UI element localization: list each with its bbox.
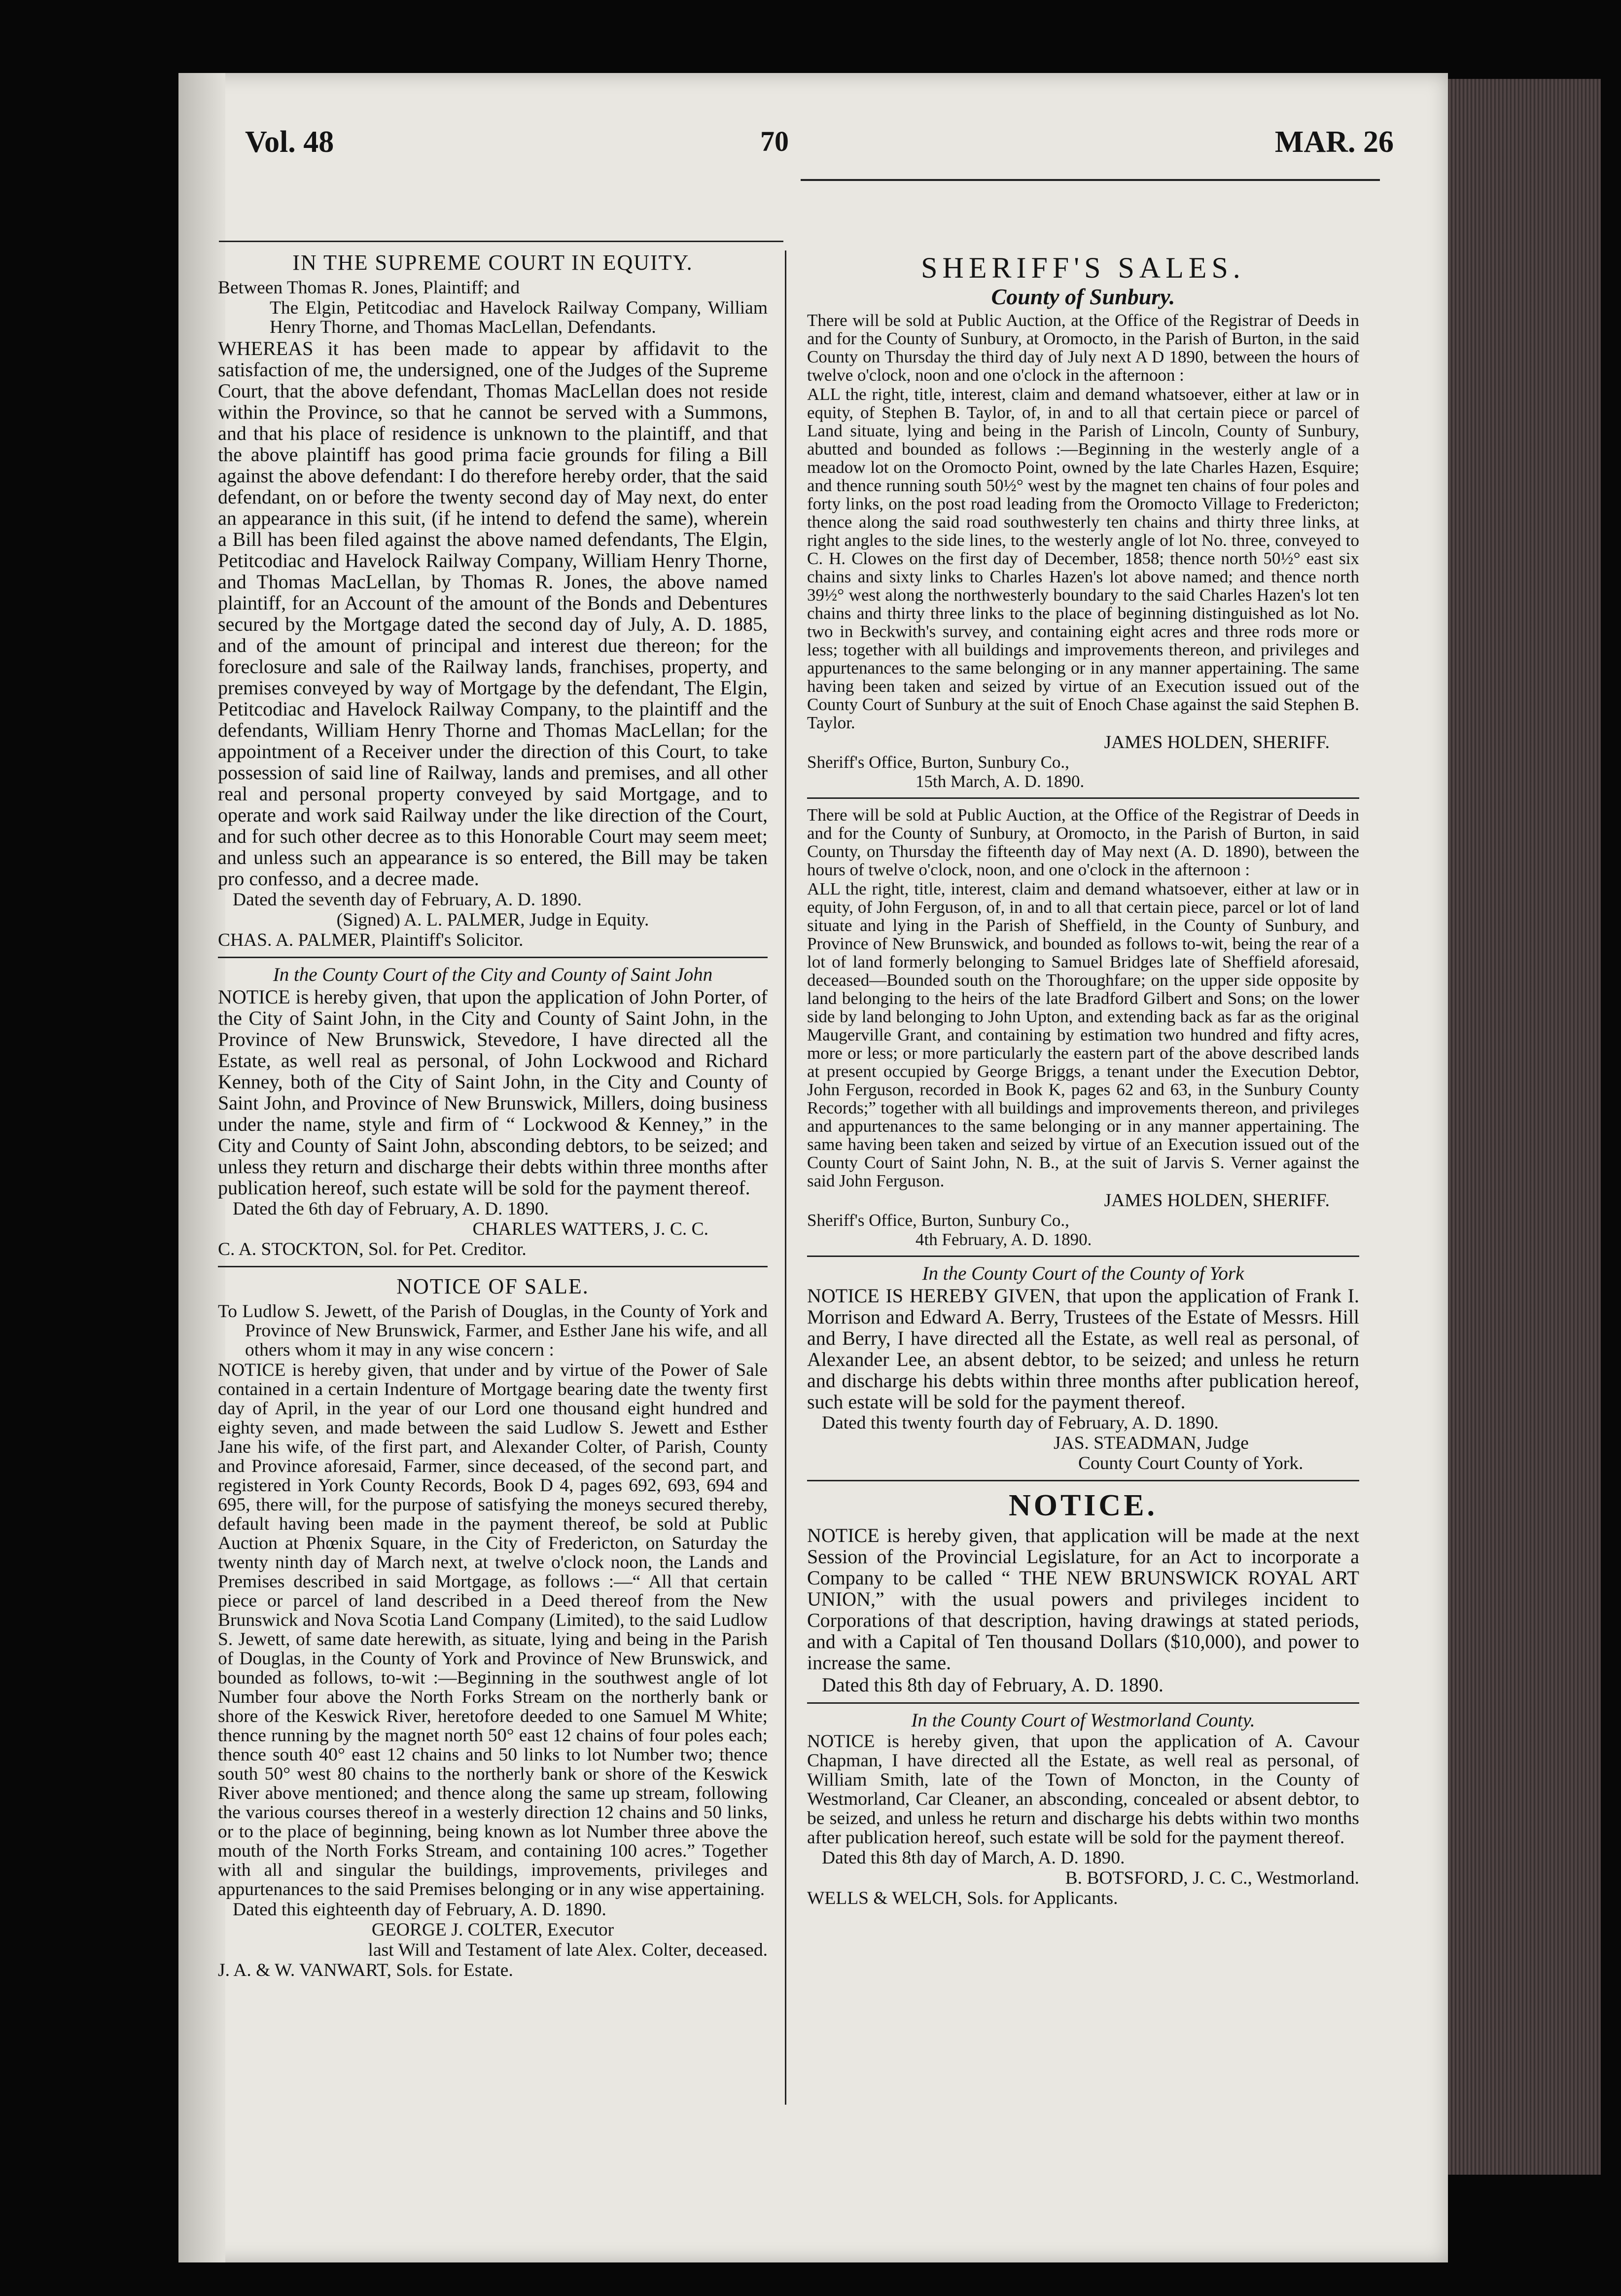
header-rule-right: [801, 179, 1380, 181]
section-rule: [218, 957, 768, 958]
sale-intro: There will be sold at Public Auction, at the Office of the Registrar of Deeds in and for the County of Sunbury, at Oromocto, in the Parish of Burton, in said County, on Thursday the fifteenth day of May next (A. D. 1890), between the hours of twelve o'clock, noon, and one o'clock in the afternoon :: [807, 805, 1359, 879]
notice-body: NOTICE is hereby given, that under and by virtue of the Power of Sale contained in a certain Indenture of Mortgage bearing date the twenty first day of April, in the year of our Lord one thousand eight hundred and eighty seven, and made between the said Ludlow S. Jewett and Esther Jane his wife, of the first part, and Alexander Colter, of Parish, County and Province aforesaid, Farmer, since deceased, of the second part, and registered in York County Records, Book D 4, pages 692, 693, 694 and 695, there will, for the purpose of satisfying the moneys secured thereby, default having been made in the payment thereof, be sold at Public Auction at Phœnix Square, in the City of Fredericton, on Saturday the twenty ninth day of March next, at twelve o'clock noon, the Lands and Premises described in said Mortgage, as follows :—“ All that certain piece or parcel of land described in a Deed thereof from the New Brunswick and Nova Scotia Land Company (Limited), to the said Ludlow S. Jewett, of same date herewith, as situate, lying and being in the Parish of Douglas, in the County of York and Province of New Brunswick, and bounded as follows, to-wit :—Beginning in the southwest angle of lot Number four above the North Forks Stream on the northerly bank or shore of the Keswick River, heretofore deeded to one Samuel M White; thence running by the magnet north 50° east 12 chains of four poles each; thence south 40° east 12 chains and 50 links to lot Number two; thence south 50° west 80 chains to the northerly bank or shore of the Keswick River above mentioned; and thence along the same up stream, following the various courses thereof in a westerly direction 12 chains and 50 links, or to the place of beginning, being known as lot Number three above the mouth of the North Forks Stream, and containing 100 acres.” Together with all and singular the buildings, improvements, privileges and appurtenances to the said Premises belonging or in any wise appertaining.: [218, 1360, 768, 1900]
sheriff-name: JAMES HOLDEN, SHERIFF.: [1104, 1190, 1330, 1211]
art-union-notice: [807, 1488, 1359, 1695]
volume-label: Vol. 48: [245, 125, 334, 159]
section-title: In the County Court of the City and County of Saint John: [273, 964, 713, 985]
section-rule: [807, 1702, 1359, 1704]
section-title: In the County Court of Westmorland County.: [911, 1710, 1255, 1731]
section-rule: [807, 797, 1359, 799]
solicitor-line: CHAS. A. PALMER, Plaintiff's Solicitor.: [218, 930, 524, 950]
section-rule: [218, 1266, 768, 1267]
dated-line: Dated this twenty fourth day of February, A. D. 1890.: [822, 1413, 1219, 1433]
office-line: Sheriff's Office, Burton, Sunbury Co.,: [807, 753, 1069, 772]
dated-line: Dated this 8th day of February, A. D. 1890.: [822, 1674, 1163, 1696]
gazette-page: [178, 73, 1448, 2262]
dated-line: Dated this 8th day of March, A. D. 1890.: [822, 1848, 1125, 1868]
notice-body: NOTICE is hereby given, that application will be made at the next Session of the Provincial Legislature, for an Act to incorporate a Company to be called “ THE NEW BRUNSWICK ROYAL ART UNION,” with the usual powers and privileges incident to Corporations of that description, having drawings at stated periods, and with a Capital of Ten thousand Dollars ($10,000), and power to increase the same.: [807, 1524, 1359, 1674]
section-rule: [807, 1480, 1359, 1481]
page-header: [245, 125, 1394, 194]
section-rule: [807, 1256, 1359, 1257]
judge-line: JAS. STEADMAN, Judge: [1054, 1433, 1249, 1453]
sale-body: ALL the right, title, interest, claim and demand whatsoever, either at law or in equity, of John Ferguson, of, in and to all that certain piece, parcel or lot of land situate and lying in the Parish of Sheffield, in the County of Sunbury, and Province of New Brunswick, and bounded as follows to-wit, being the rear of a lot of land formerly belonging to Samuel Bridges late of Sheffield aforesaid, deceased—Bounded south on the Thoroughfare; on the upper side opposite by land belonging to the heirs of the late Bradford Gilbert and Sons; on the lower side by land belonging to John Upton, and extending back as far as the original Maugerville Grant, and containing by estimation two hundred and fifty acres, more or less; or more particularly the eastern part of the above described lands at present occupied by George Briggs, a tenant under the Execution Debtor, John Ferguson, recorded in Book K, pages 62 and 63, in the Sunbury County Records;” together with all buildings and improvements thereon, and privileges and appurtenances to the same belonging or in any manner appertaining. The same having been taken and seized by virtue of an Execution issued out of the County Court of Saint John, N. B., at the suit of Jarvis S. Verner against the said John Ferguson.: [807, 879, 1359, 1190]
dated-line: Dated the 6th day of February, A. D. 1890.: [233, 1199, 549, 1219]
notice-body: NOTICE is hereby given, that upon the application of A. Cavour Chapman, I have directed all the Estate, as well real as personal, of William Smith, late of the Town of Moncton, in the County of Westmorland, Car Cleaner, an absconding, concealed or absent debtor, to be seized, and unless he return and discharge his debts within two months after publication hereof, such estate will be sold for the payment thereof.: [807, 1731, 1359, 1848]
solicitor-line: C. A. STOCKTON, Sol. for Pet. Creditor.: [218, 1239, 527, 1259]
office-date: 15th March, A. D. 1890.: [916, 772, 1085, 791]
parties-line: Between Thomas R. Jones, Plaintiff; and: [218, 278, 520, 298]
sale-intro: There will be sold at Public Auction, at the Office of the Registrar of Deeds in and for the County of Sunbury, at Oromocto, in the Parish of Burton, in the said County on Thursday the third day of July next A D 1890, between the hours of twelve o'clock, noon and one o'clock in the afternoon :: [807, 311, 1359, 385]
office-date: 4th February, A. D. 1890.: [916, 1230, 1092, 1249]
address-line: To Ludlow S. Jewett, of the Parish of Douglas, in the County of York and Province of New Brunswick, Farmer, and Esther Jane his wife, and all others whom it may in any wise concern :: [218, 1301, 768, 1360]
saint-john-notice: [218, 965, 768, 1259]
section-title: IN THE SUPREME COURT IN EQUITY.: [292, 251, 693, 275]
westmorland-notice: [807, 1711, 1359, 1908]
executor-line-2: last Will and Testament of late Alex. Colter, deceased.: [368, 1940, 768, 1960]
judge-line: CHARLES WATTERS, J. C. C.: [472, 1219, 708, 1239]
left-column: [218, 251, 768, 1981]
issue-date: MAR. 26: [1274, 125, 1394, 159]
signature-line: (Signed) A. L. PALMER, Judge in Equity.: [336, 910, 649, 930]
county-heading: County of Sunbury.: [991, 284, 1175, 309]
office-line: Sheriff's Office, Burton, Sunbury Co.,: [807, 1211, 1069, 1230]
solicitor-line: J. A. & W. VANWART, Sols. for Estate.: [218, 1960, 513, 1980]
sheriffs-sales: [807, 251, 1359, 790]
column-divider: [785, 251, 786, 2105]
notice-of-sale: [218, 1274, 768, 1980]
defendants-line: The Elgin, Petitcodiac and Havelock Railway Company, William Henry Thorne, and Thomas MacLellan, Defendants.: [270, 298, 768, 337]
sheriffs-sale-2: [807, 806, 1359, 1249]
court-line: County Court County of York.: [1078, 1453, 1304, 1473]
judge-line: B. BOTSFORD, J. C. C., Westmorland.: [1065, 1868, 1359, 1888]
section-title: NOTICE.: [1008, 1489, 1158, 1522]
book-page-edges: [1448, 79, 1601, 2175]
section-title: In the County Court of the County of York: [922, 1263, 1244, 1284]
notice-body: NOTICE IS HEREBY GIVEN, that upon the application of Frank I. Morrison and Edward A. Berry, Trustees of the Estate of Messrs. Hill and Berry, I have directed all the Estate, as well real as personal, of Alexander Lee, an absent debtor, to be seized; and unless he return and discharge his debts within three months after publication hereof, such estate will be sold for the payment thereof.: [807, 1285, 1359, 1413]
right-column: [807, 251, 1359, 1909]
section-title: NOTICE OF SALE.: [396, 1274, 589, 1298]
executor-line: GEORGE J. COLTER, Executor: [371, 1920, 614, 1940]
section-title: SHERIFF'S SALES.: [921, 251, 1245, 284]
header-rule-left: [219, 241, 783, 242]
york-notice: [807, 1264, 1359, 1473]
notice-body: NOTICE is hereby given, that upon the application of John Porter, of the City of Saint John, in the City and County of Saint John, in the Province of New Brunswick, Stevedore, I have directed all the Estate, as well real as personal, of John Lockwood and Richard Kenney, both of the City of Saint John, in the City and County of Saint John, and Province of New Brunswick, Millers, doing business under the name, style and firm of “ Lockwood & Kenney,” in the City and County of Saint John, absconding debtors, to be seized; and unless they return and discharge their debts within three months after publication hereof, such estate will be sold for the payment thereof.: [218, 986, 768, 1199]
sale-body: ALL the right, title, interest, claim and demand whatsoever, either at law or in equity, of Stephen B. Taylor, of, in and to all that certain piece or parcel of Land situate, lying and being in the Parish of Lincoln, County of Sunbury, abutted and bounded as follows :—Beginning in the westerly angle of a meadow lot on the Oromocto Point, owned by the late Charles Hazen, Esquire; and thence running south 50½° west by the magnet ten chains of four poles and forty links, on the post road leading from the Oromocto Village to Fredericton; thence along the said road southwesterly ten chains and thirty three links, at right angles to the side lines, to the westerly angle of lot No. three, conveyed to C. H. Clowes on the first day of December, 1858; thence north 50½° east six chains and sixty links to Charles Hazen's lot above named; and thence north 39½° west along the northwesterly boundary to the said Charles Hazen's lot ten chains and thirty three links to the place of beginning distinguished as lot No. two in Beckwith's survey, and containing eight acres and three rods more or less; together with all buildings and improvements thereon, and privileges and appurtenances to the same belonging or in any manner appertaining. The same having been taken and seized by virtue of an Execution issued out of the County Court of Sunbury at the suit of Enoch Chase against the said Stephen B. Taylor.: [807, 385, 1359, 732]
solicitor-line: WELLS & WELCH, Sols. for Applicants.: [807, 1888, 1118, 1908]
sheriff-name: JAMES HOLDEN, SHERIFF.: [1104, 732, 1330, 753]
page-number: 70: [760, 125, 789, 157]
notice-body: WHEREAS it has been made to appear by affidavit to the satisfaction of me, the undersigned, one of the Judges of the Supreme Court, that the above defendant, Thomas MacLellan does not reside within the Province, so that he cannot be served with a Summons, and that his place of residence is unknown to the plaintiff, and that the above plaintiff has good prima facie grounds for filing a Bill against the above defendant: I do therefore hereby order, that the said defendant, on or before the twenty second day of May next, do enter an appearance in this suit, (if he intend to defend the same), wherein a Bill has been filed against the above named defendants, The Elgin, Petitcodiac and Havelock Railway Company, William Henry Thorne, and Thomas MacLellan, by Thomas R. Jones, the above named plaintiff, for an Account of the amount of the Bonds and Debentures secured by the Mortgage dated the second day of July, A. D. 1885, and of the amount of principal and interest due thereon; for the foreclosure and sale of the Railway lands, franchises, property, and premises conveyed by way of Mortgage by the defendant, The Elgin, Petitcodiac and Havelock Railway Company, to the plaintiff and the defendants, William Henry Thorne and Thomas MacLellan; for the appointment of a Receiver under the direction of this Court, to take possession of said line of Railway, lands and premises, and all other real and personal property conveyed by said Mortgage, and to operate and work said Railway under the like direction of the Court, and for such other decree as to this Honorable Court may seem meet; and unless such an appearance is so entered, the Bill may be taken pro confesso, and a decree made.: [218, 337, 768, 890]
dated-line: Dated the seventh day of February, A. D. 1890.: [233, 890, 582, 910]
supreme-court-notice: [218, 251, 768, 950]
dated-line: Dated this eighteenth day of February, A. D. 1890.: [233, 1900, 606, 1920]
